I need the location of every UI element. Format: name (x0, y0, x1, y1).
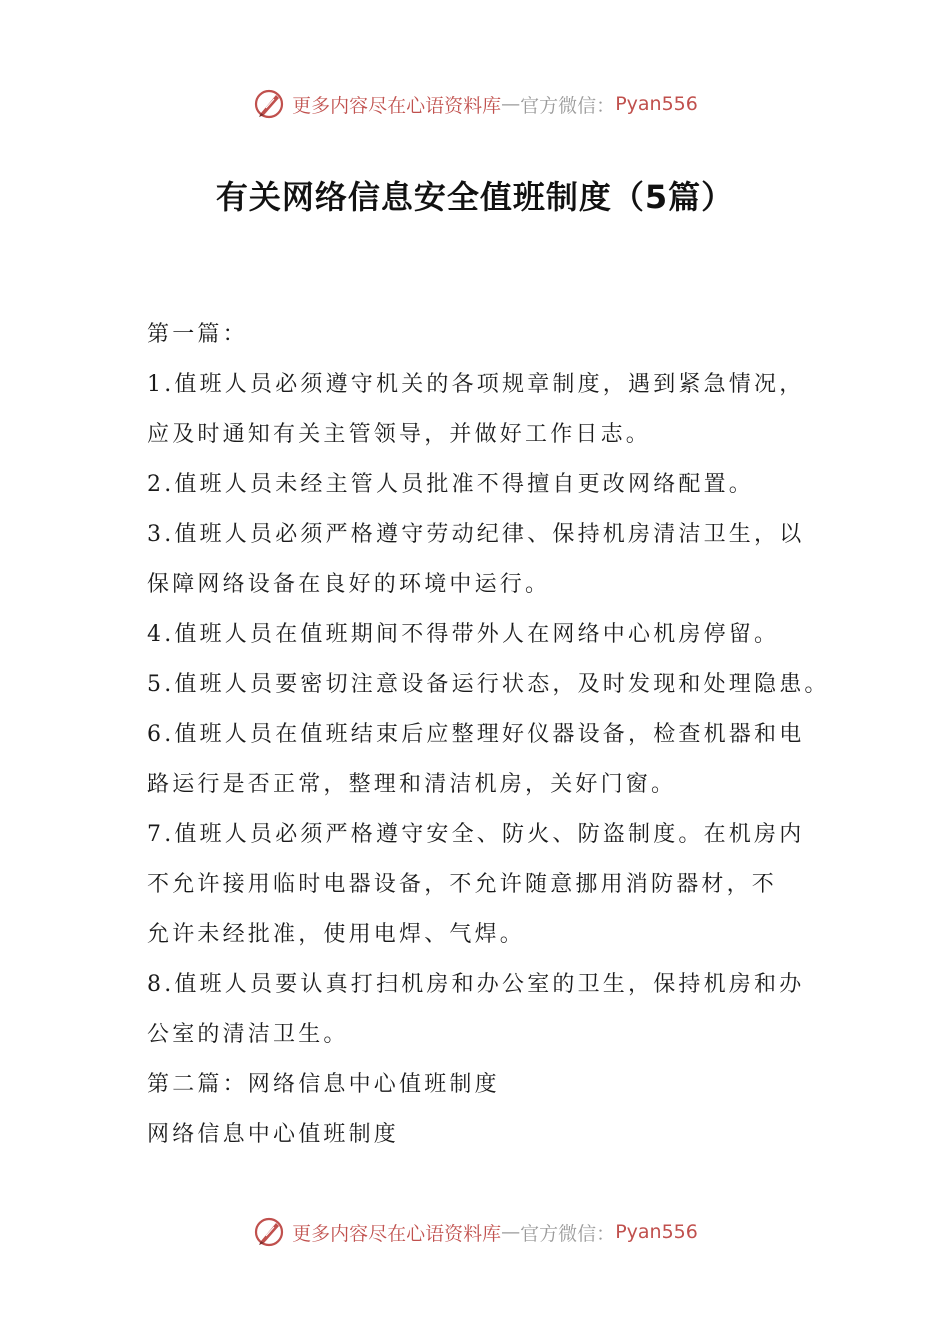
quill-pen-logo-icon (252, 1215, 286, 1249)
banner-site-text: 更多内容尽在心语资料库 (292, 94, 502, 117)
rule-4-line-1: 4.值班人员在值班期间不得带外人在网络中心机房停留。 (147, 622, 780, 647)
rule-6-line-1: 6.值班人员在值班结束后应整理好仪器设备，检查机器和电 (147, 722, 805, 747)
banner-wechat-id: Pyan556 (615, 1221, 698, 1243)
rule-1-line-1: 1.值班人员必须遵守机关的各项规章制度，遇到紧急情况， (147, 372, 805, 397)
quill-pen-logo-icon (252, 87, 286, 121)
section-heading-2: 第二篇：网络信息中心值班制度 (147, 1072, 500, 1097)
document-title: 有关网络信息安全值班制度（5篇） (215, 178, 735, 216)
banner-wechat-label: 官方微信： (520, 94, 616, 117)
rule-8-line-1: 8.值班人员要认真打扫机房和办公室的卫生，保持机房和办 (147, 972, 805, 997)
rule-8-line-2: 公室的清洁卫生。 (147, 1022, 349, 1047)
subsection-title: 网络信息中心值班制度 (147, 1122, 400, 1147)
rule-7-line-1: 7.值班人员必须严格遵守安全、防火、防盗制度。在机房内 (147, 822, 805, 847)
rule-3-line-2: 保障网络设备在良好的环境中运行。 (147, 572, 551, 597)
banner-wechat-label: 官方微信： (520, 1222, 616, 1245)
document-body (147, 310, 830, 1160)
section-heading-1: 第一篇： (147, 322, 248, 347)
header-banner (0, 84, 950, 124)
banner-separator: — (501, 1221, 521, 1243)
banner-separator: — (501, 93, 521, 115)
rule-1-line-2: 应及时通知有关主管领导，并做好工作日志。 (147, 422, 652, 447)
rule-6-line-2: 路运行是否正常，整理和清洁机房，关好门窗。 (147, 772, 677, 797)
rule-7-line-3: 允许未经批准，使用电焊、气焊。 (147, 922, 526, 947)
banner-wechat-id: Pyan556 (615, 93, 698, 115)
rule-5-line-1: 5.值班人员要密切注意设备运行状态，及时发现和处理隐患。 (147, 672, 830, 697)
banner-site-text: 更多内容尽在心语资料库 (292, 1222, 502, 1245)
rule-3-line-1: 3.值班人员必须严格遵守劳动纪律、保持机房清洁卫生，以 (147, 522, 805, 547)
rule-7-line-2: 不允许接用临时电器设备，不允许随意挪用消防器材，不 (147, 872, 778, 897)
rule-2-line-1: 2.值班人员未经主管人员批准不得擅自更改网络配置。 (147, 472, 754, 497)
footer-banner (0, 1212, 950, 1252)
